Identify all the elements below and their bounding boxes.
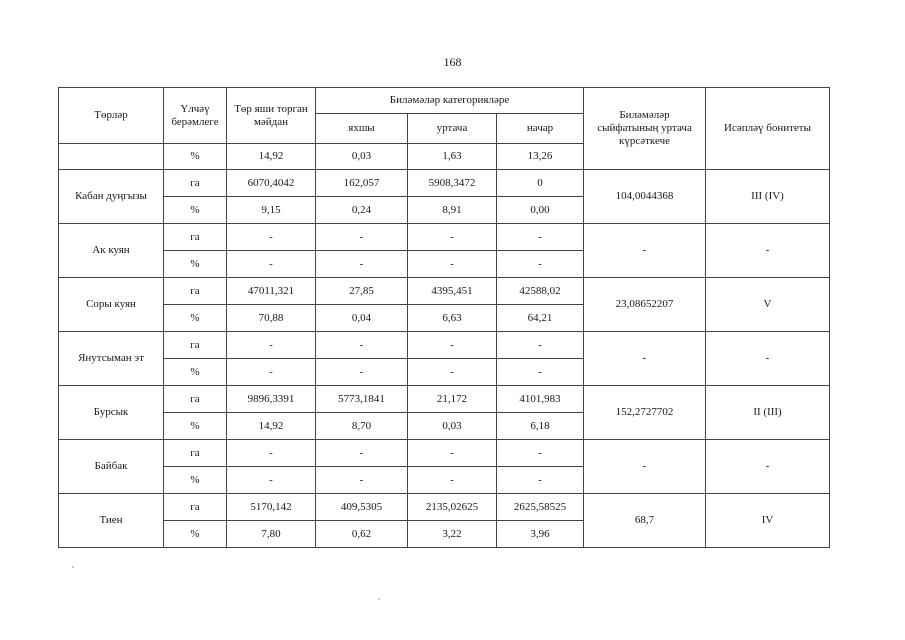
unit-cell: % — [164, 305, 227, 332]
bad-cell: - — [497, 467, 584, 494]
header-row-1 — [59, 88, 830, 114]
bad-cell: 2625,58525 — [497, 494, 584, 521]
header-percent-area: 14,92 — [227, 144, 316, 170]
unit-cell: га — [164, 440, 227, 467]
good-cell: 0,24 — [316, 197, 408, 224]
area-cell: - — [227, 251, 316, 278]
table-row — [59, 224, 830, 251]
area-cell: - — [227, 440, 316, 467]
good-cell: - — [316, 224, 408, 251]
header-percent-blank — [59, 144, 164, 170]
medium-cell: - — [408, 467, 497, 494]
area-cell: - — [227, 332, 316, 359]
unit-cell: га — [164, 494, 227, 521]
header-percent-unit: % — [164, 144, 227, 170]
medium-cell: - — [408, 359, 497, 386]
unit-cell: га — [164, 278, 227, 305]
header-cat-bad: начар — [497, 114, 584, 144]
medium-cell: 0,03 — [408, 413, 497, 440]
good-cell: - — [316, 440, 408, 467]
species-name: Соры куян — [59, 278, 164, 332]
header-unit: Үлчәү берәмлеге — [164, 88, 227, 144]
unit-cell: % — [164, 359, 227, 386]
header-habitat-area: Төр яши торган мәйдан — [227, 88, 316, 144]
good-cell: 0,04 — [316, 305, 408, 332]
bad-cell: - — [497, 440, 584, 467]
area-cell: 7,80 — [227, 521, 316, 548]
bad-cell: - — [497, 224, 584, 251]
unit-cell: % — [164, 251, 227, 278]
area-cell: 6070,4042 — [227, 170, 316, 197]
header-percent-medium: 1,63 — [408, 144, 497, 170]
species-name: Кабан дуңгызы — [59, 170, 164, 224]
bad-cell: - — [497, 251, 584, 278]
medium-cell: 2135,02625 — [408, 494, 497, 521]
bad-cell: 0,00 — [497, 197, 584, 224]
bad-cell: 6,18 — [497, 413, 584, 440]
species-name: Ак куян — [59, 224, 164, 278]
table-row — [59, 494, 830, 521]
unit-cell: га — [164, 170, 227, 197]
good-cell: - — [316, 467, 408, 494]
header-avg-quality: Биләмәләр сыйфатының уртача күрсәткече — [584, 88, 706, 170]
area-cell: 9,15 — [227, 197, 316, 224]
bonitet-cell: - — [706, 332, 830, 386]
good-cell: 5773,1841 — [316, 386, 408, 413]
bad-cell: - — [497, 359, 584, 386]
medium-cell: 3,22 — [408, 521, 497, 548]
species-name: Янутсыман эт — [59, 332, 164, 386]
bad-cell: 3,96 — [497, 521, 584, 548]
bad-cell: 64,21 — [497, 305, 584, 332]
unit-cell: % — [164, 197, 227, 224]
bonitet-cell: V — [706, 278, 830, 332]
page-number: 168 — [443, 55, 462, 69]
good-cell: - — [316, 332, 408, 359]
unit-cell: га — [164, 386, 227, 413]
area-cell: - — [227, 224, 316, 251]
bad-cell: 42588,02 — [497, 278, 584, 305]
table-row — [59, 332, 830, 359]
table-row — [59, 278, 830, 305]
bonitet-cell: III (IV) — [706, 170, 830, 224]
good-cell: 0,62 — [316, 521, 408, 548]
species-name: Бурсык — [59, 386, 164, 440]
header-percent-good: 0,03 — [316, 144, 408, 170]
good-cell: 27,85 — [316, 278, 408, 305]
bonitet-cell: - — [706, 440, 830, 494]
header-species: Төрләр — [59, 88, 164, 144]
good-cell: - — [316, 251, 408, 278]
avg-quality-cell: - — [584, 224, 706, 278]
table-row — [59, 386, 830, 413]
unit-cell: % — [164, 413, 227, 440]
unit-cell: % — [164, 467, 227, 494]
species-name: Тиен — [59, 494, 164, 548]
header-percent-bad: 13,26 — [497, 144, 584, 170]
medium-cell: 21,172 — [408, 386, 497, 413]
species-name: Байбак — [59, 440, 164, 494]
area-cell: 47011,321 — [227, 278, 316, 305]
bonitet-cell: II (III) — [706, 386, 830, 440]
medium-cell: - — [408, 224, 497, 251]
area-cell: 9896,3391 — [227, 386, 316, 413]
good-cell: 409,5305 — [316, 494, 408, 521]
avg-quality-cell: - — [584, 440, 706, 494]
area-cell: - — [227, 359, 316, 386]
avg-quality-cell: 68,7 — [584, 494, 706, 548]
habitat-quality-table — [58, 87, 830, 548]
medium-cell: 8,91 — [408, 197, 497, 224]
unit-cell: га — [164, 332, 227, 359]
avg-quality-cell: 23,08652207 — [584, 278, 706, 332]
bad-cell: 0 — [497, 170, 584, 197]
table-row — [59, 440, 830, 467]
good-cell: - — [316, 359, 408, 386]
area-cell: 70,88 — [227, 305, 316, 332]
bonitet-cell: - — [706, 224, 830, 278]
bonitet-cell: IV — [706, 494, 830, 548]
table-row — [59, 170, 830, 197]
header-bonitet: Исәпләү бонитеты — [706, 88, 830, 170]
medium-cell: - — [408, 332, 497, 359]
bad-cell: 4101,983 — [497, 386, 584, 413]
medium-cell: 4395,451 — [408, 278, 497, 305]
area-cell: 5170,142 — [227, 494, 316, 521]
medium-cell: 5908,3472 — [408, 170, 497, 197]
scan-speck — [72, 566, 74, 568]
medium-cell: - — [408, 251, 497, 278]
medium-cell: 6,63 — [408, 305, 497, 332]
area-cell: 14,92 — [227, 413, 316, 440]
unit-cell: % — [164, 521, 227, 548]
header-categories-title: Биләмәләр категорияләре — [316, 88, 584, 114]
good-cell: 8,70 — [316, 413, 408, 440]
scan-speck — [378, 598, 380, 600]
avg-quality-cell: 152,2727702 — [584, 386, 706, 440]
header-cat-medium: уртача — [408, 114, 497, 144]
avg-quality-cell: - — [584, 332, 706, 386]
header-cat-good: яхшы — [316, 114, 408, 144]
good-cell: 162,057 — [316, 170, 408, 197]
bad-cell: - — [497, 332, 584, 359]
unit-cell: га — [164, 224, 227, 251]
medium-cell: - — [408, 440, 497, 467]
avg-quality-cell: 104,0044368 — [584, 170, 706, 224]
area-cell: - — [227, 467, 316, 494]
